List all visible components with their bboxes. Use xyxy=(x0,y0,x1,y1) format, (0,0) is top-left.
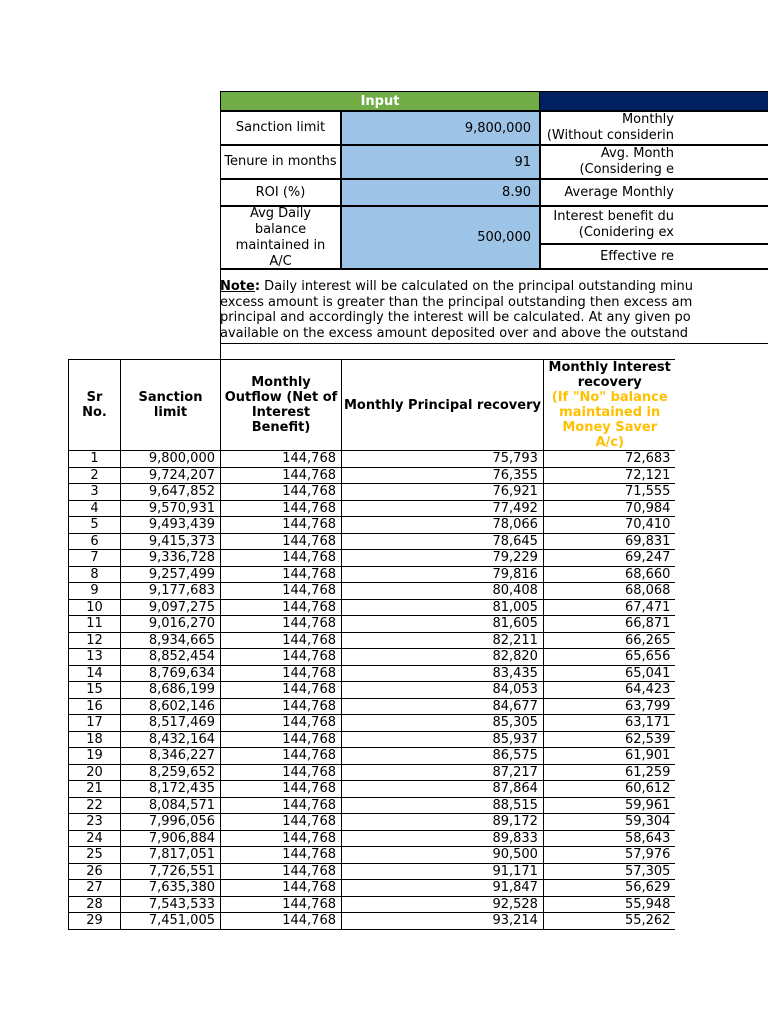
header-interest-main: Monthly Interest recovery xyxy=(548,360,671,390)
cell-sr-no: 25 xyxy=(69,847,121,864)
table-row xyxy=(69,484,676,501)
cell-principal-recovery: 87,864 xyxy=(342,781,544,798)
cell-sanction-limit: 8,602,146 xyxy=(121,698,221,715)
sanction-limit-input[interactable]: 9,800,000 xyxy=(341,111,540,145)
cell-principal-recovery: 83,435 xyxy=(342,665,544,682)
roi-label: ROI (%) xyxy=(220,179,341,206)
cell-sanction-limit: 7,906,884 xyxy=(121,830,221,847)
cell-interest-recovery: 68,068 xyxy=(543,583,675,600)
cell-interest-recovery: 56,629 xyxy=(543,880,675,897)
cell-sanction-limit: 7,451,005 xyxy=(121,913,221,930)
cell-sanction-limit: 8,517,469 xyxy=(121,715,221,732)
cell-sr-no: 26 xyxy=(69,863,121,880)
output-header xyxy=(540,91,768,111)
table-row xyxy=(69,632,676,649)
cell-sanction-limit: 7,635,380 xyxy=(121,880,221,897)
cell-monthly-outflow: 144,768 xyxy=(221,896,342,913)
cell-principal-recovery: 82,820 xyxy=(342,649,544,666)
header-principal-recovery: Monthly Principal recovery xyxy=(342,360,544,451)
cell-interest-recovery: 68,660 xyxy=(543,566,675,583)
table-row xyxy=(69,616,676,633)
cell-principal-recovery: 78,645 xyxy=(342,533,544,550)
cell-sr-no: 22 xyxy=(69,797,121,814)
cell-monthly-outflow: 144,768 xyxy=(221,764,342,781)
cell-sanction-limit: 9,016,270 xyxy=(121,616,221,633)
cell-monthly-outflow: 144,768 xyxy=(221,632,342,649)
output-line: Average Monthly xyxy=(564,184,674,200)
cell-interest-recovery: 55,948 xyxy=(543,896,675,913)
output-line: (Conidering ex xyxy=(578,225,674,240)
note-text: Note: Daily interest will be calculated on the principal outstanding minu excess amount is greater than the principal outstanding then excess am principal and accordingly the interest will be calculated. At any given po available on the excess amount deposited over and above the outstand xyxy=(220,279,768,341)
output-average-monthly-label xyxy=(540,179,768,206)
cell-sr-no: 29 xyxy=(69,913,121,930)
table-row xyxy=(69,517,676,534)
header-interest-recovery xyxy=(543,360,675,451)
cell-interest-recovery: 71,555 xyxy=(543,484,675,501)
table-row xyxy=(69,830,676,847)
cell-sanction-limit: 8,769,634 xyxy=(121,665,221,682)
cell-principal-recovery: 91,171 xyxy=(342,863,544,880)
output-line: Interest benefit du xyxy=(553,209,674,224)
cell-interest-recovery: 72,121 xyxy=(543,467,675,484)
cell-sr-no: 12 xyxy=(69,632,121,649)
cell-interest-recovery: 57,976 xyxy=(543,847,675,864)
table-row xyxy=(69,847,676,864)
cell-principal-recovery: 79,816 xyxy=(342,566,544,583)
output-line: (Without considerin xyxy=(546,128,674,143)
cell-sr-no: 8 xyxy=(69,566,121,583)
output-avg-month-label xyxy=(540,145,768,179)
note-label: Note xyxy=(220,279,255,294)
cell-interest-recovery: 57,305 xyxy=(543,863,675,880)
table-row xyxy=(69,715,676,732)
cell-sanction-limit: 8,432,164 xyxy=(121,731,221,748)
cell-monthly-outflow: 144,768 xyxy=(221,599,342,616)
cell-interest-recovery: 64,423 xyxy=(543,682,675,699)
cell-sanction-limit: 9,647,852 xyxy=(121,484,221,501)
cell-monthly-outflow: 144,768 xyxy=(221,665,342,682)
table-row xyxy=(69,698,676,715)
cell-sanction-limit: 9,570,931 xyxy=(121,500,221,517)
cell-principal-recovery: 86,575 xyxy=(342,748,544,765)
cell-monthly-outflow: 144,768 xyxy=(221,863,342,880)
cell-sr-no: 23 xyxy=(69,814,121,831)
cell-principal-recovery: 84,053 xyxy=(342,682,544,699)
table-row xyxy=(69,731,676,748)
table-row xyxy=(69,863,676,880)
cell-principal-recovery: 89,172 xyxy=(342,814,544,831)
cell-sr-no: 10 xyxy=(69,599,121,616)
cell-monthly-outflow: 144,768 xyxy=(221,748,342,765)
table-row xyxy=(69,682,676,699)
output-interest-benefit-label xyxy=(540,206,768,244)
cell-monthly-outflow: 144,768 xyxy=(221,467,342,484)
roi-input[interactable]: 8.90 xyxy=(341,179,540,206)
cell-monthly-outflow: 144,768 xyxy=(221,451,342,468)
cell-sanction-limit: 7,817,051 xyxy=(121,847,221,864)
output-line: (Considering e xyxy=(579,162,674,177)
divider xyxy=(220,343,768,344)
cell-sanction-limit: 9,493,439 xyxy=(121,517,221,534)
cell-sanction-limit: 8,259,652 xyxy=(121,764,221,781)
cell-sr-no: 28 xyxy=(69,896,121,913)
cell-monthly-outflow: 144,768 xyxy=(221,682,342,699)
table-row xyxy=(69,748,676,765)
cell-sr-no: 11 xyxy=(69,616,121,633)
cell-principal-recovery: 89,833 xyxy=(342,830,544,847)
cell-monthly-outflow: 144,768 xyxy=(221,616,342,633)
cell-sr-no: 4 xyxy=(69,500,121,517)
cell-sr-no: 7 xyxy=(69,550,121,567)
cell-monthly-outflow: 144,768 xyxy=(221,583,342,600)
table-row xyxy=(69,665,676,682)
cell-sr-no: 6 xyxy=(69,533,121,550)
cell-sr-no: 19 xyxy=(69,748,121,765)
cell-principal-recovery: 81,005 xyxy=(342,599,544,616)
cell-sr-no: 13 xyxy=(69,649,121,666)
table-row xyxy=(69,797,676,814)
cell-interest-recovery: 62,539 xyxy=(543,731,675,748)
repayment-schedule-table xyxy=(68,359,675,930)
cell-sanction-limit: 8,172,435 xyxy=(121,781,221,798)
table-row xyxy=(69,814,676,831)
cell-interest-recovery: 55,262 xyxy=(543,913,675,930)
cell-principal-recovery: 82,211 xyxy=(342,632,544,649)
cell-principal-recovery: 88,515 xyxy=(342,797,544,814)
cell-sanction-limit: 7,996,056 xyxy=(121,814,221,831)
table-row xyxy=(69,880,676,897)
cell-interest-recovery: 69,831 xyxy=(543,533,675,550)
cell-monthly-outflow: 144,768 xyxy=(221,500,342,517)
output-effective-rate-label xyxy=(540,244,768,269)
cell-sr-no: 27 xyxy=(69,880,121,897)
cell-monthly-outflow: 144,768 xyxy=(221,550,342,567)
cell-sanction-limit: 7,726,551 xyxy=(121,863,221,880)
cell-interest-recovery: 72,683 xyxy=(543,451,675,468)
cell-monthly-outflow: 144,768 xyxy=(221,847,342,864)
cell-principal-recovery: 85,937 xyxy=(342,731,544,748)
tenure-input[interactable]: 91 xyxy=(341,145,540,179)
cell-interest-recovery: 59,961 xyxy=(543,797,675,814)
cell-principal-recovery: 85,305 xyxy=(342,715,544,732)
cell-monthly-outflow: 144,768 xyxy=(221,880,342,897)
cell-interest-recovery: 66,871 xyxy=(543,616,675,633)
table-row xyxy=(69,913,676,930)
table-row xyxy=(69,583,676,600)
table-row xyxy=(69,896,676,913)
table-row xyxy=(69,781,676,798)
cell-monthly-outflow: 144,768 xyxy=(221,781,342,798)
table-row xyxy=(69,550,676,567)
cell-sr-no: 21 xyxy=(69,781,121,798)
header-sr-no: Sr No. xyxy=(69,360,121,451)
cell-monthly-outflow: 144,768 xyxy=(221,566,342,583)
cell-interest-recovery: 61,259 xyxy=(543,764,675,781)
note-line: available on the excess amount deposited over and above the outstand xyxy=(220,325,689,341)
cell-interest-recovery: 59,304 xyxy=(543,814,675,831)
cell-principal-recovery: 92,528 xyxy=(342,896,544,913)
cell-interest-recovery: 60,612 xyxy=(543,781,675,798)
cell-sr-no: 14 xyxy=(69,665,121,682)
cell-sr-no: 16 xyxy=(69,698,121,715)
cell-monthly-outflow: 144,768 xyxy=(221,913,342,930)
cell-principal-recovery: 79,229 xyxy=(342,550,544,567)
cell-sr-no: 5 xyxy=(69,517,121,534)
cell-sanction-limit: 9,800,000 xyxy=(121,451,221,468)
cell-interest-recovery: 65,656 xyxy=(543,649,675,666)
cell-monthly-outflow: 144,768 xyxy=(221,715,342,732)
cell-monthly-outflow: 144,768 xyxy=(221,830,342,847)
cell-interest-recovery: 67,471 xyxy=(543,599,675,616)
note-line-1: Daily interest will be calculated on the principal outstanding minu xyxy=(260,279,693,294)
header-sanction-limit: Sanction limit xyxy=(121,360,221,451)
cell-sr-no: 24 xyxy=(69,830,121,847)
cell-sanction-limit: 8,934,665 xyxy=(121,632,221,649)
tenure-label: Tenure in months xyxy=(220,145,341,179)
cell-principal-recovery: 80,408 xyxy=(342,583,544,600)
note-line: principal and accordingly the interest will be calculated. At any given po xyxy=(220,310,691,325)
avg-daily-balance-label: Avg Daily balance maintained in A/C xyxy=(220,206,341,269)
table-header-row xyxy=(69,360,676,451)
cell-sanction-limit: 7,543,533 xyxy=(121,896,221,913)
table-row xyxy=(69,500,676,517)
cell-sr-no: 18 xyxy=(69,731,121,748)
cell-interest-recovery: 70,984 xyxy=(543,500,675,517)
cell-monthly-outflow: 144,768 xyxy=(221,517,342,534)
cell-interest-recovery: 63,171 xyxy=(543,715,675,732)
cell-monthly-outflow: 144,768 xyxy=(221,533,342,550)
cell-interest-recovery: 70,410 xyxy=(543,517,675,534)
cell-sr-no: 1 xyxy=(69,451,121,468)
cell-sr-no: 9 xyxy=(69,583,121,600)
cell-monthly-outflow: 144,768 xyxy=(221,797,342,814)
table-row xyxy=(69,467,676,484)
cell-principal-recovery: 78,066 xyxy=(342,517,544,534)
cell-sr-no: 2 xyxy=(69,467,121,484)
table-row xyxy=(69,533,676,550)
cell-monthly-outflow: 144,768 xyxy=(221,484,342,501)
cell-sanction-limit: 8,852,454 xyxy=(121,649,221,666)
output-line: Monthly xyxy=(621,112,674,127)
header-monthly-outflow: Monthly Outflow (Net of Interest Benefit) xyxy=(221,360,342,451)
cell-interest-recovery: 69,247 xyxy=(543,550,675,567)
cell-principal-recovery: 76,921 xyxy=(342,484,544,501)
cell-interest-recovery: 58,643 xyxy=(543,830,675,847)
cell-principal-recovery: 77,492 xyxy=(342,500,544,517)
cell-monthly-outflow: 144,768 xyxy=(221,814,342,831)
output-monthly-label xyxy=(540,111,768,145)
cell-sanction-limit: 9,097,275 xyxy=(121,599,221,616)
avg-daily-balance-input[interactable]: 500,000 xyxy=(341,206,540,269)
cell-sr-no: 20 xyxy=(69,764,121,781)
cell-monthly-outflow: 144,768 xyxy=(221,731,342,748)
cell-principal-recovery: 75,793 xyxy=(342,451,544,468)
cell-principal-recovery: 76,355 xyxy=(342,467,544,484)
cell-interest-recovery: 66,265 xyxy=(543,632,675,649)
output-line: Effective re xyxy=(600,248,674,264)
cell-interest-recovery: 63,799 xyxy=(543,698,675,715)
cell-principal-recovery: 84,677 xyxy=(342,698,544,715)
divider xyxy=(220,269,768,270)
table-row xyxy=(69,566,676,583)
cell-sanction-limit: 8,084,571 xyxy=(121,797,221,814)
cell-sanction-limit: 9,415,373 xyxy=(121,533,221,550)
header-interest-note: (If "No" balance maintained in Money Saver A/c) xyxy=(551,390,668,450)
sanction-limit-label: Sanction limit xyxy=(220,111,341,145)
cell-sanction-limit: 8,346,227 xyxy=(121,748,221,765)
cell-sanction-limit: 9,177,683 xyxy=(121,583,221,600)
cell-principal-recovery: 87,217 xyxy=(342,764,544,781)
cell-sr-no: 17 xyxy=(69,715,121,732)
cell-sanction-limit: 9,336,728 xyxy=(121,550,221,567)
input-header: Input xyxy=(220,91,540,111)
table-row xyxy=(69,451,676,468)
cell-sanction-limit: 9,724,207 xyxy=(121,467,221,484)
cell-sr-no: 15 xyxy=(69,682,121,699)
note-line: excess amount is greater than the principal outstanding then excess am xyxy=(220,294,693,310)
output-line: Avg. Month xyxy=(600,146,674,161)
table-row xyxy=(69,649,676,666)
cell-sanction-limit: 8,686,199 xyxy=(121,682,221,699)
cell-principal-recovery: 81,605 xyxy=(342,616,544,633)
cell-principal-recovery: 93,214 xyxy=(342,913,544,930)
cell-principal-recovery: 90,500 xyxy=(342,847,544,864)
cell-sr-no: 3 xyxy=(69,484,121,501)
cell-monthly-outflow: 144,768 xyxy=(221,698,342,715)
cell-interest-recovery: 65,041 xyxy=(543,665,675,682)
table-row xyxy=(69,764,676,781)
cell-interest-recovery: 61,901 xyxy=(543,748,675,765)
cell-principal-recovery: 91,847 xyxy=(342,880,544,897)
cell-monthly-outflow: 144,768 xyxy=(221,649,342,666)
cell-sanction-limit: 9,257,499 xyxy=(121,566,221,583)
table-row xyxy=(69,599,676,616)
